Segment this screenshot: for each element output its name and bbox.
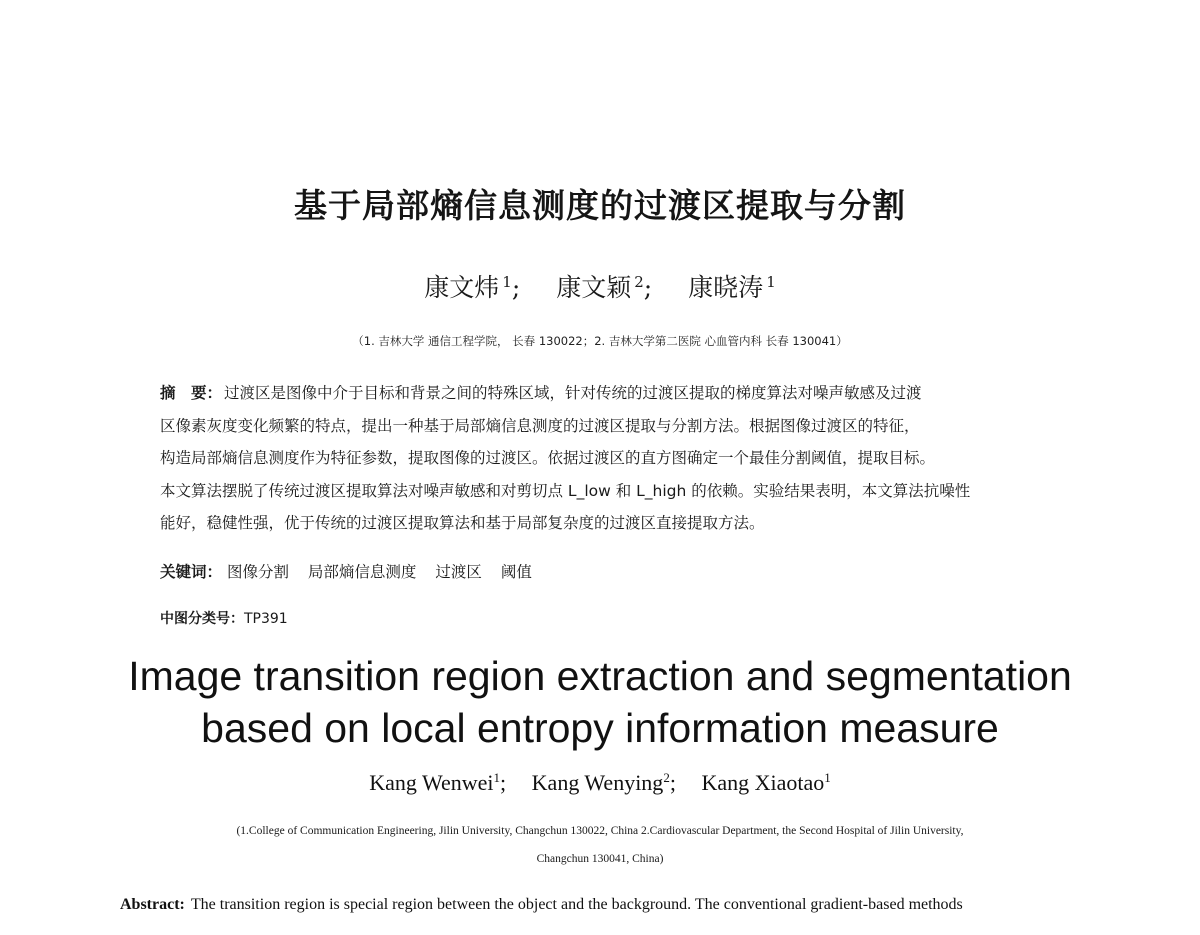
cn-abstract-line-1: 摘 要： 过渡区是图像中介于目标和背景之间的特殊区域，针对传统的过渡区提取的梯度算法对噪声敏感及过渡 [160,384,922,402]
cn-abstract-line-2: 区像素灰度变化频繁的特点，提出一种基于局部熵信息测度的过渡区提取与分割方法。根据图像过渡区的特征， [160,416,920,435]
en-title-line-2: based on local entropy information measure [201,705,999,751]
cn-author-1: 康文炜 $^1$; [424,273,521,302]
en-author-3: Kang Xiaotao$^1$ [701,770,831,795]
chinese-classification [160,608,288,628]
cn-abstract-line-4: 本文算法摆脱了传统过渡区提取算法对噪声敏感和对剪切点 L_low 和 L_high 的依赖。实验结果表明，本文算法抗噪性 [160,481,971,500]
english-abstract [120,889,1110,921]
chinese-abstract [160,377,1060,540]
keyword: 局部熵信息测度 [307,563,417,581]
keyword: 过渡区 [435,563,482,581]
classification-label: 中图分类号： [160,611,244,627]
english-authors [0,770,1200,796]
en-abstract-text: The transition region is special region between the object and the background. The conventional gradient-based methods [190,896,963,913]
cn-author-2: 康文颖 $^2$; [556,273,653,302]
chinese-authors [0,268,1200,304]
cn-abstract-line-3: 构造局部熵信息测度作为特征参数，提取图像的过渡区。依据过渡区的直方图确定一个最佳分割阈值，提取目标。 [160,449,936,467]
en-author-2: Kang Wenying$^2$; [531,770,676,795]
chinese-keywords [160,560,546,582]
keyword: 图像分割 [226,563,289,581]
cn-author-3: 康晓涛 $^1$ [688,273,776,302]
en-affil-line-1: (1.College of Communication Engineering, Jilin University, Changchun 130022, China 2.Cardiovascular Department, the Second Hospital of Jilin University, [236,825,964,837]
en-affil-line-2: Changchun 130041, China) [536,853,664,865]
en-title-line-1: Image transition region extraction and segmentation [128,653,1072,699]
chinese-title: 基于局部熵信息测度的过渡区提取与分割 [294,186,906,225]
english-affiliation [0,817,1200,873]
keyword: 阈值 [500,563,532,581]
en-abstract-label: Abstract: [120,896,185,913]
en-author-1: Kang Wenwei$^1$; [369,770,507,795]
cn-abstract-line-5: 能好，稳健性强，优于传统的过渡区提取算法和基于局部复杂度的过渡区直接提取方法。 [160,514,765,532]
english-title [0,650,1200,754]
cn-abstract-label: 摘 要： [160,384,223,402]
chinese-affiliation: （1. 吉林大学 通信工程学院， 长春 130022；2. 吉林大学第二医院 心血管内科 长春 130041） [352,334,848,348]
cn-keywords-label: 关键词： [160,563,223,581]
classification-value: TP391 [244,611,288,627]
